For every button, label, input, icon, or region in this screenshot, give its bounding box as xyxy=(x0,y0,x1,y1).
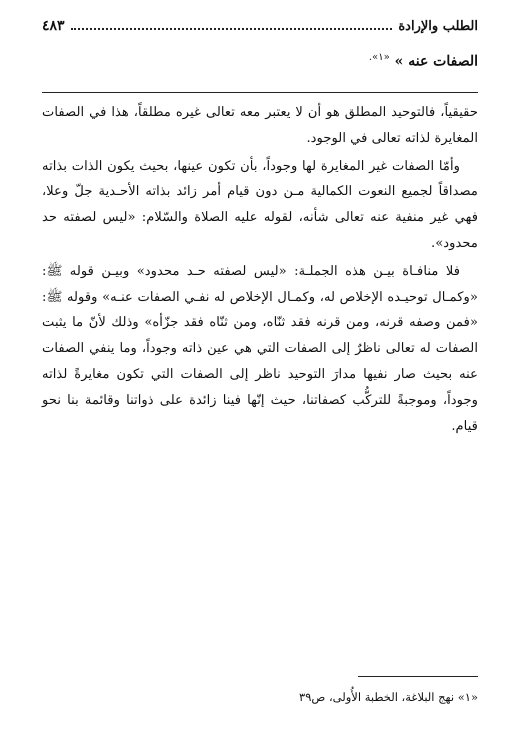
page-number: ٤٨٣ xyxy=(42,18,65,34)
footnote: «١» نهج البلاغة، الخطبة الأُولى، ص٣٩ xyxy=(299,690,478,704)
carry-over-line xyxy=(369,52,478,70)
leader-dots xyxy=(71,27,393,30)
paragraph-3: فلا منافـاة بيـن هذه الجملـة: «ليس لصفته حـد محدود» وبيـن قوله ﷺ: «وكمـال توحيـده الإخلاص له، وكمـال الإخلاص له نفـي الصفات عنـه» وقوله ﷺ: «فمن وصفه قرنه، ومن قرنه فقد ثنّاه، ومن ثنّاه فقد جزّأه» وذلك لأنّ ما يثبت الصفات له تعالى ناظرٌ إلى الصفات التي هي عين ذاته وجوداً، وما ينفي الصفات عنه بحيث صار نفيها مدارَ التوحيد ناظر إلى الصفات التي تكون مغايرةً لذاته وجوداً، وموجبةً للتركُّب كصفاتنا، حيث إنّها فينا زائدة على ذواتنا وقائمة بنا نحو قيام. xyxy=(42,263,478,434)
running-title: الطلب والإرادة xyxy=(398,19,478,34)
body-text xyxy=(42,100,478,441)
carry-over-text: الصفات عنه » xyxy=(394,53,478,70)
paragraph-2: وأمّا الصفات غير المغايرة لها وجوداً، بأن تكون عينها، بحيث يكون الذات بذاته مصداقاً لجميع النعوت الكمالية مـن دون قيام أمر زائد بذاته الأحـدية جلّ وعلا، فهي غير منفية عنه تعالى شأنه، لقوله عليه الصلاة والسّلام: «ليس لصفته حد محدود». xyxy=(42,158,478,251)
footnote-marker: «١». xyxy=(368,52,390,63)
paragraph-1: حقيقياً، فالتوحيد المطلق هو أن لا يعتبر معه تعالى غيره مطلقاً، هذا في الصفات المغايرة لذاته تعالى في الوجود. xyxy=(42,105,478,146)
section-divider xyxy=(42,92,478,93)
running-header xyxy=(42,14,478,34)
footnote-divider xyxy=(358,676,478,677)
